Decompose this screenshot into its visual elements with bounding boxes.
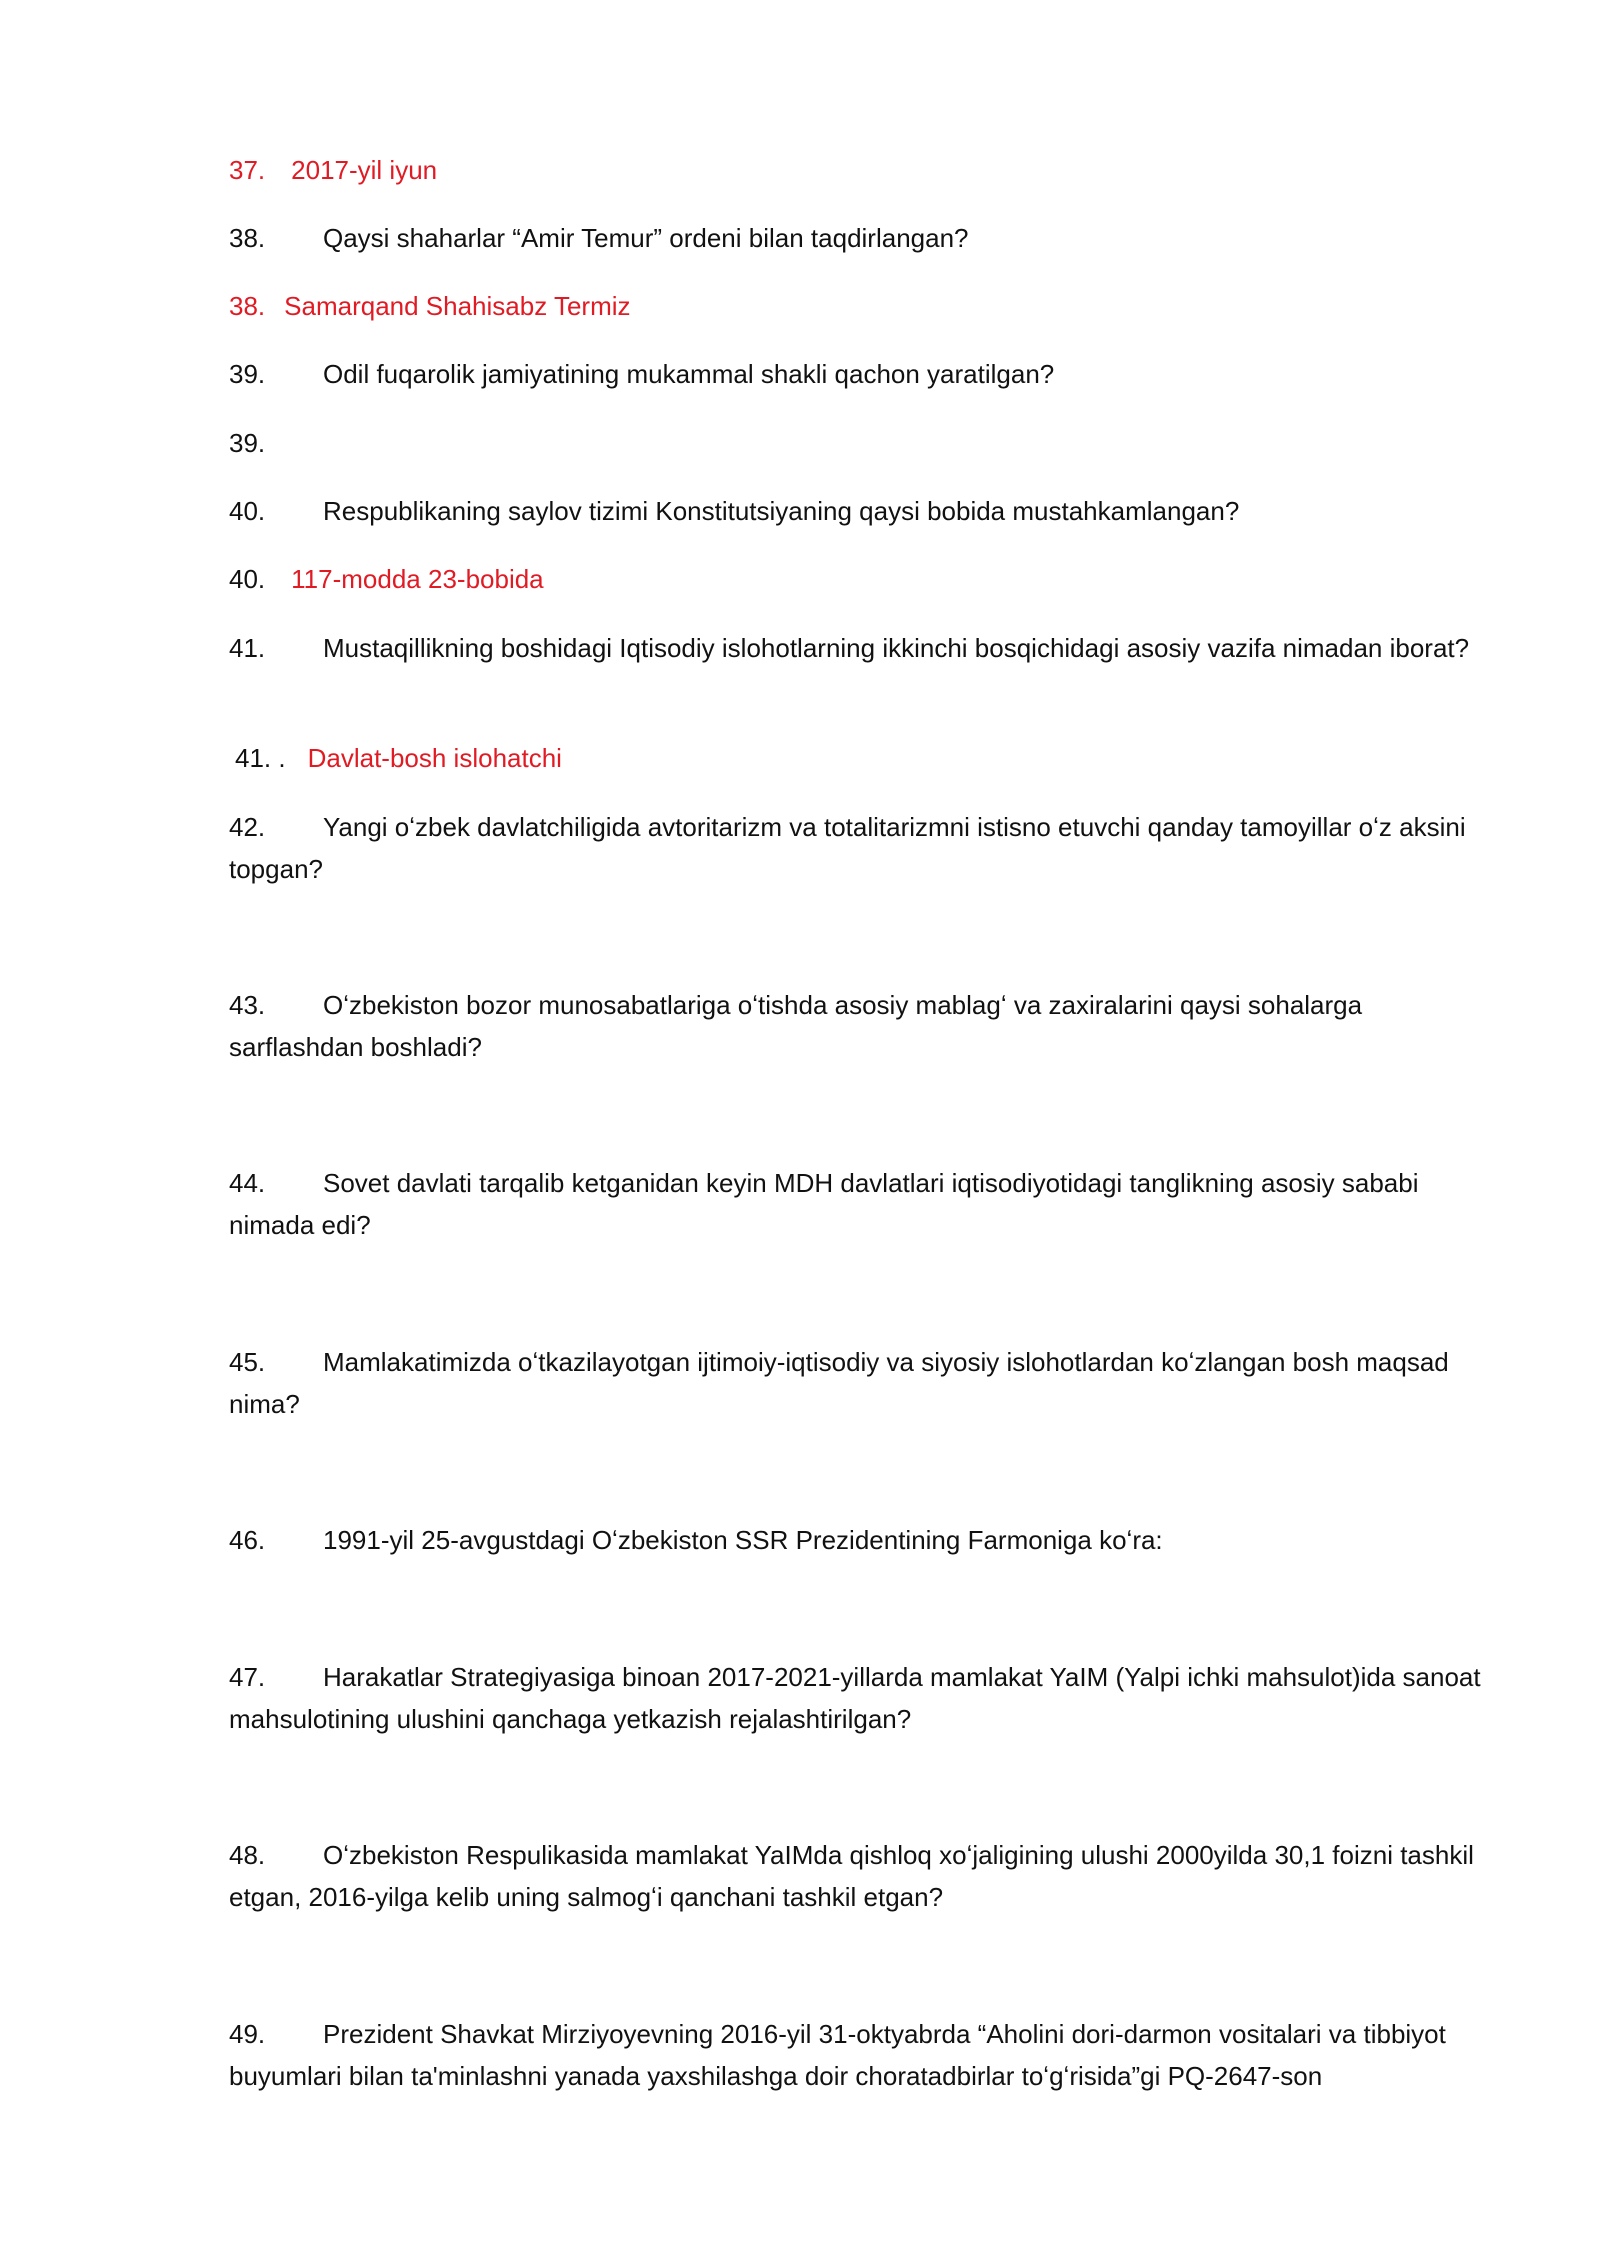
question-text: Mustaqillikning boshidagi Iqtisodiy islohotlarning ikkinchi bosqichidagi asosiy vazifa nimadan iborat? — [323, 633, 1470, 663]
answer-text: Davlat-bosh islohatchi — [307, 743, 562, 773]
question-44 — [229, 1162, 1484, 1246]
question-number: 49. — [229, 2019, 266, 2049]
question-text: Yangi oʻzbek davlatchiligida avtoritarizm va totalitarizmni istisno etuvchi qanday tamoyillar oʻz aksini topgan? — [229, 812, 1466, 884]
answer-number: 38. — [229, 291, 266, 321]
answer-text: Samarqand Shahisabz Termiz — [284, 291, 631, 321]
question-text: Mamlakatimizda oʻtkazilayotgan ijtimoiy-iqtisodiy va siyosiy islohotlardan koʻzlangan bosh maqsad nima? — [229, 1347, 1449, 1419]
question-45 — [229, 1341, 1484, 1425]
question-49 — [229, 2013, 1484, 2097]
answer-38 — [229, 285, 1484, 327]
question-number: 44. — [229, 1168, 266, 1198]
question-text: Oʻzbekiston Respulikasida mamlakat YaIMda qishloq xoʻjaligining ulushi 2000yilda 30,1 foizni tashkil etgan, 2016-yilga kelib uning salmogʻi qanchani tashkil etgan? — [229, 1840, 1474, 1912]
question-38 — [229, 217, 1484, 259]
question-number: 47. — [229, 1662, 266, 1692]
question-41 — [229, 627, 1484, 669]
question-number: 42. — [229, 812, 266, 842]
question-number: 40. — [229, 496, 266, 526]
question-number: 41. — [229, 633, 266, 663]
question-text: Sovet davlati tarqalib ketganidan keyin MDH davlatlari iqtisodiyotidagi tanglikning asosiy sababi nimada edi? — [229, 1168, 1419, 1240]
answer-41 — [235, 737, 1490, 779]
answer-40 — [229, 558, 1484, 600]
question-42 — [229, 806, 1484, 890]
question-text: Oʻzbekiston bozor munosabatlariga oʻtishda asosiy mablagʻ va zaxiralarini qaysi sohalarga sarflashdan boshladi? — [229, 990, 1363, 1062]
question-number: 46. — [229, 1525, 266, 1555]
answer-number: 40. — [229, 564, 266, 594]
answer-37 — [229, 149, 1484, 191]
question-number: 39. — [229, 359, 266, 389]
question-text: Harakatlar Strategiyasiga binoan 2017-2021-yillarda mamlakat YaIM (Yalpi ichki mahsulot)ida sanoat mahsulotining ulushini qanchaga yetkazish rejalashtirilgan? — [229, 1662, 1481, 1734]
question-number: 38. — [229, 223, 266, 253]
question-text: Odil fuqarolik jamiyatining mukammal shakli qachon yaratilgan? — [323, 359, 1055, 389]
question-text: Qaysi shaharlar “Amir Temur” ordeni bilan taqdirlangan? — [323, 223, 969, 253]
question-48 — [229, 1834, 1484, 1918]
question-47 — [229, 1656, 1484, 1740]
question-43 — [229, 984, 1484, 1068]
question-text: Prezident Shavkat Mirziyoyevning 2016-yil 31-oktyabrda “Aholini dori-darmon vositalari va tibbiyot buyumlari bilan ta'minlashni yanada yaxshilashga doir choratadbirlar toʻgʻrisida”gi PQ-2647-son — [229, 2019, 1446, 2091]
answer-number: 39. — [229, 428, 266, 458]
question-46 — [229, 1519, 1484, 1561]
question-text: Respublikaning saylov tizimi Konstitutsiyaning qaysi bobida mustahkamlangan? — [323, 496, 1240, 526]
question-40 — [229, 490, 1484, 532]
answer-number: 37. — [229, 155, 266, 185]
answer-number: 41. . — [235, 743, 286, 773]
answer-39 — [229, 422, 1484, 464]
question-text: 1991-yil 25-avgustdagi Oʻzbekiston SSR Prezidentining Farmoniga koʻra: — [323, 1525, 1163, 1555]
question-number: 48. — [229, 1840, 266, 1870]
question-number: 45. — [229, 1347, 266, 1377]
answer-text: 117-modda 23-bobida — [291, 564, 544, 594]
question-number: 43. — [229, 990, 266, 1020]
question-39 — [229, 353, 1484, 395]
answer-text: 2017-yil iyun — [291, 155, 438, 185]
